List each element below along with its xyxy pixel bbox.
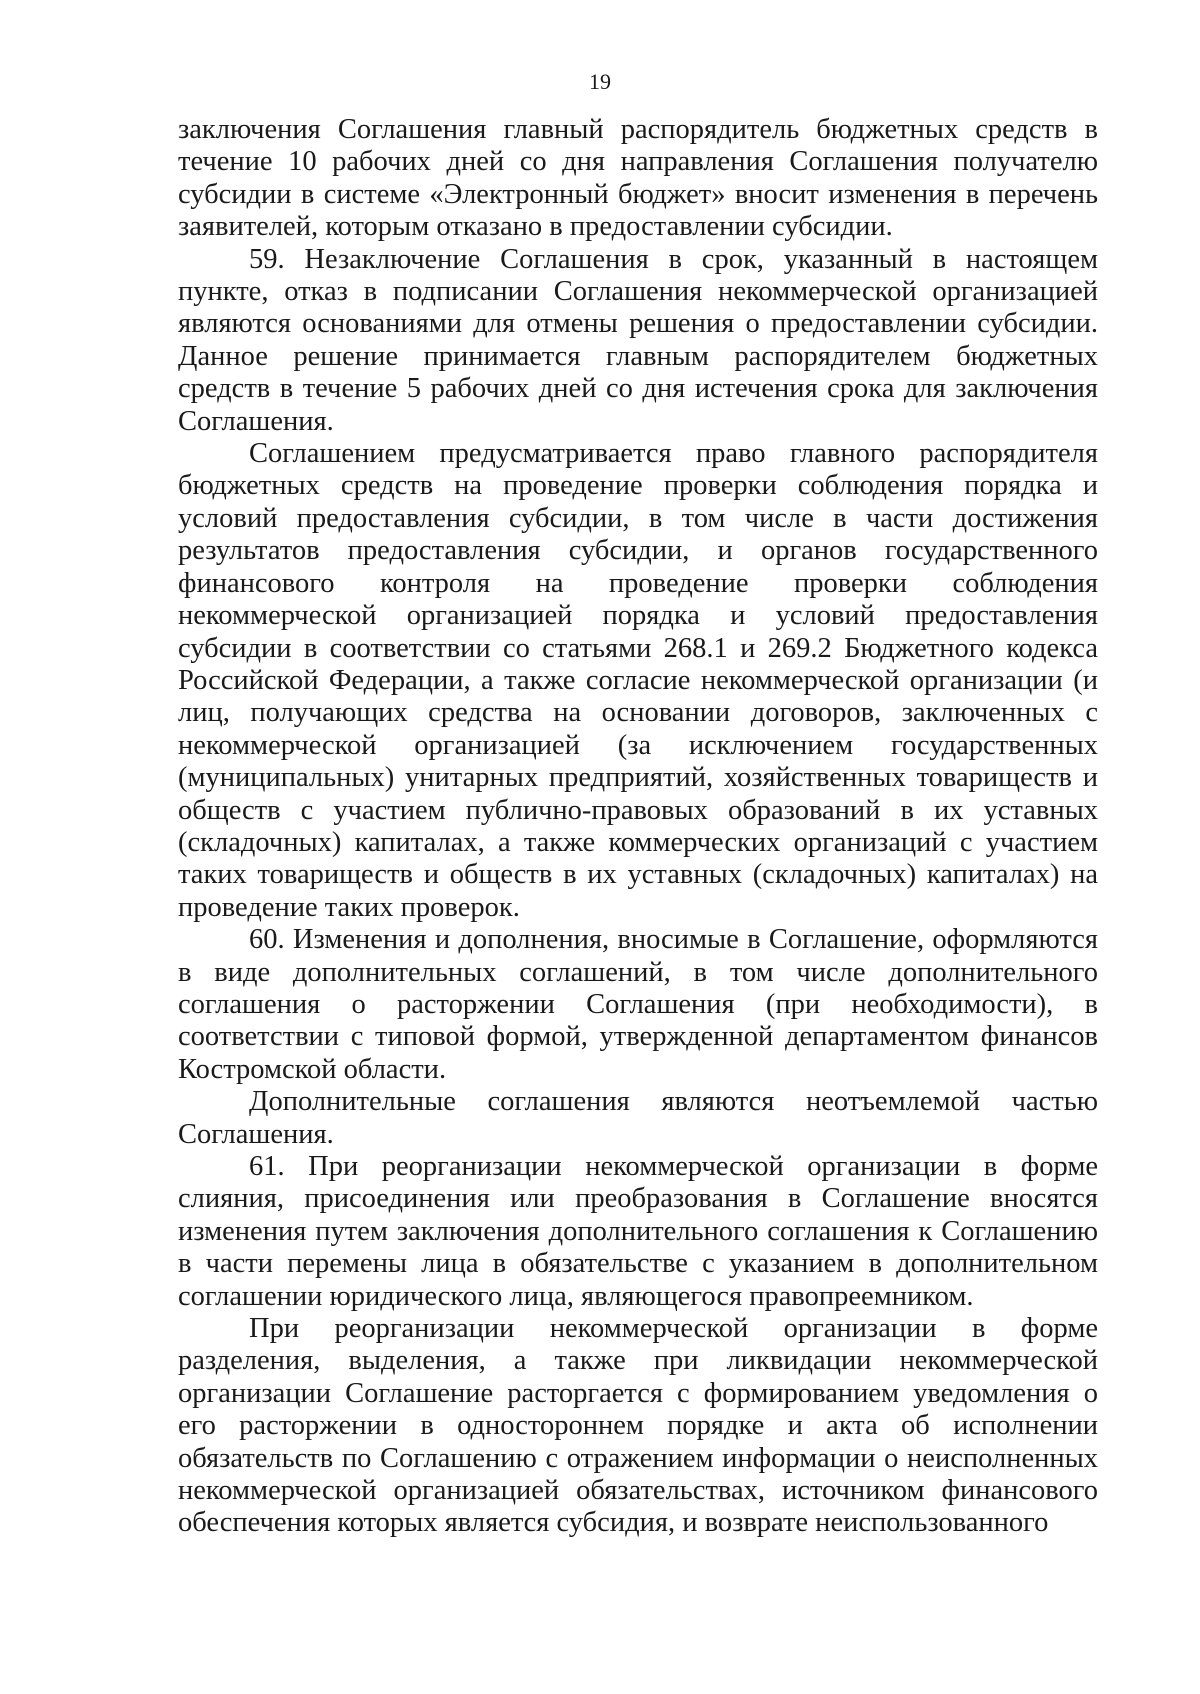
paragraph-61-termination: При реорганизации некоммерческой организации в форме разделения, выделения, а также при ликвидации некоммерческой организации Соглашение расторгается с формированием уведомления о его расторжении в одностороннем порядке и акта об исполнении обязательств по Соглашению с отражением информации о неисполненных некоммерческой организацией обязательствах, источником финансового обеспечения которых является субсидия, и возврате неиспользованного (178, 1313, 1098, 1539)
paragraph-60-supplementary: Дополнительные соглашения являются неотъемлемой частью Соглашения. (178, 1086, 1098, 1150)
paragraph-59: 59. Незаключение Соглашения в срок, указанный в настоящем пункте, отказ в подписании Соглашения некоммерческой организацией являются основаниями для отмены решения о предоставлении субсидии. Данное решение принимается главным распорядителем бюджетных средств в течение 5 рабочих дней со дня истечения срока для заключения Соглашения. (178, 243, 1098, 437)
document-body (178, 114, 1098, 1540)
paragraph-continuation: заключения Соглашения главный распорядитель бюджетных средств в течение 10 рабочих дней со дня направления Соглашения получателю субсидии в системе «Электронный бюджет» вносит изменения в перечень заявителей, которым отказано в предоставлении субсидии. (178, 114, 1098, 243)
paragraph-59-inspection-rights: Соглашением предусматривается право главного распорядителя бюджетных средств на проведение проверки соблюдения порядка и условий предоставления субсидии, в том числе в части достижения результатов предоставления субсидии, и органов государственного финансового контроля на проведение проверки соблюдения некоммерческой организацией порядка и условий предоставления субсидии в соответствии со статьями 268.1 и 269.2 Бюджетного кодекса Российской Федерации, а также согласие некоммерческой организации (и лиц, получающих средства на основании договоров, заключенных с некоммерческой организацией (за исключением государственных (муниципальных) унитарных предприятий, хозяйственных товариществ и обществ с участием публично-правовых образований в их уставных (складочных) капиталах, а также коммерческих организаций с участием таких товариществ и обществ в их уставных (складочных) капиталах) на проведение таких проверок. (178, 438, 1098, 923)
paragraph-61: 61. При реорганизации некоммерческой организации в форме слияния, присоединения или преобразования в Соглашение вносятся изменения путем заключения дополнительного соглашения к Соглашению в части перемены лица в обязательстве с указанием в дополнительном соглашении юридического лица, являющегося правопреемником. (178, 1151, 1098, 1312)
page-number: 19 (589, 69, 611, 94)
paragraph-60: 60. Изменения и дополнения, вносимые в Соглашение, оформляются в виде дополнительных соглашений, в том числе дополнительного соглашения о расторжении Соглашения (при необходимости), в соответствии с типовой формой, утвержденной департаментом финансов Костромской области. (178, 924, 1098, 1085)
